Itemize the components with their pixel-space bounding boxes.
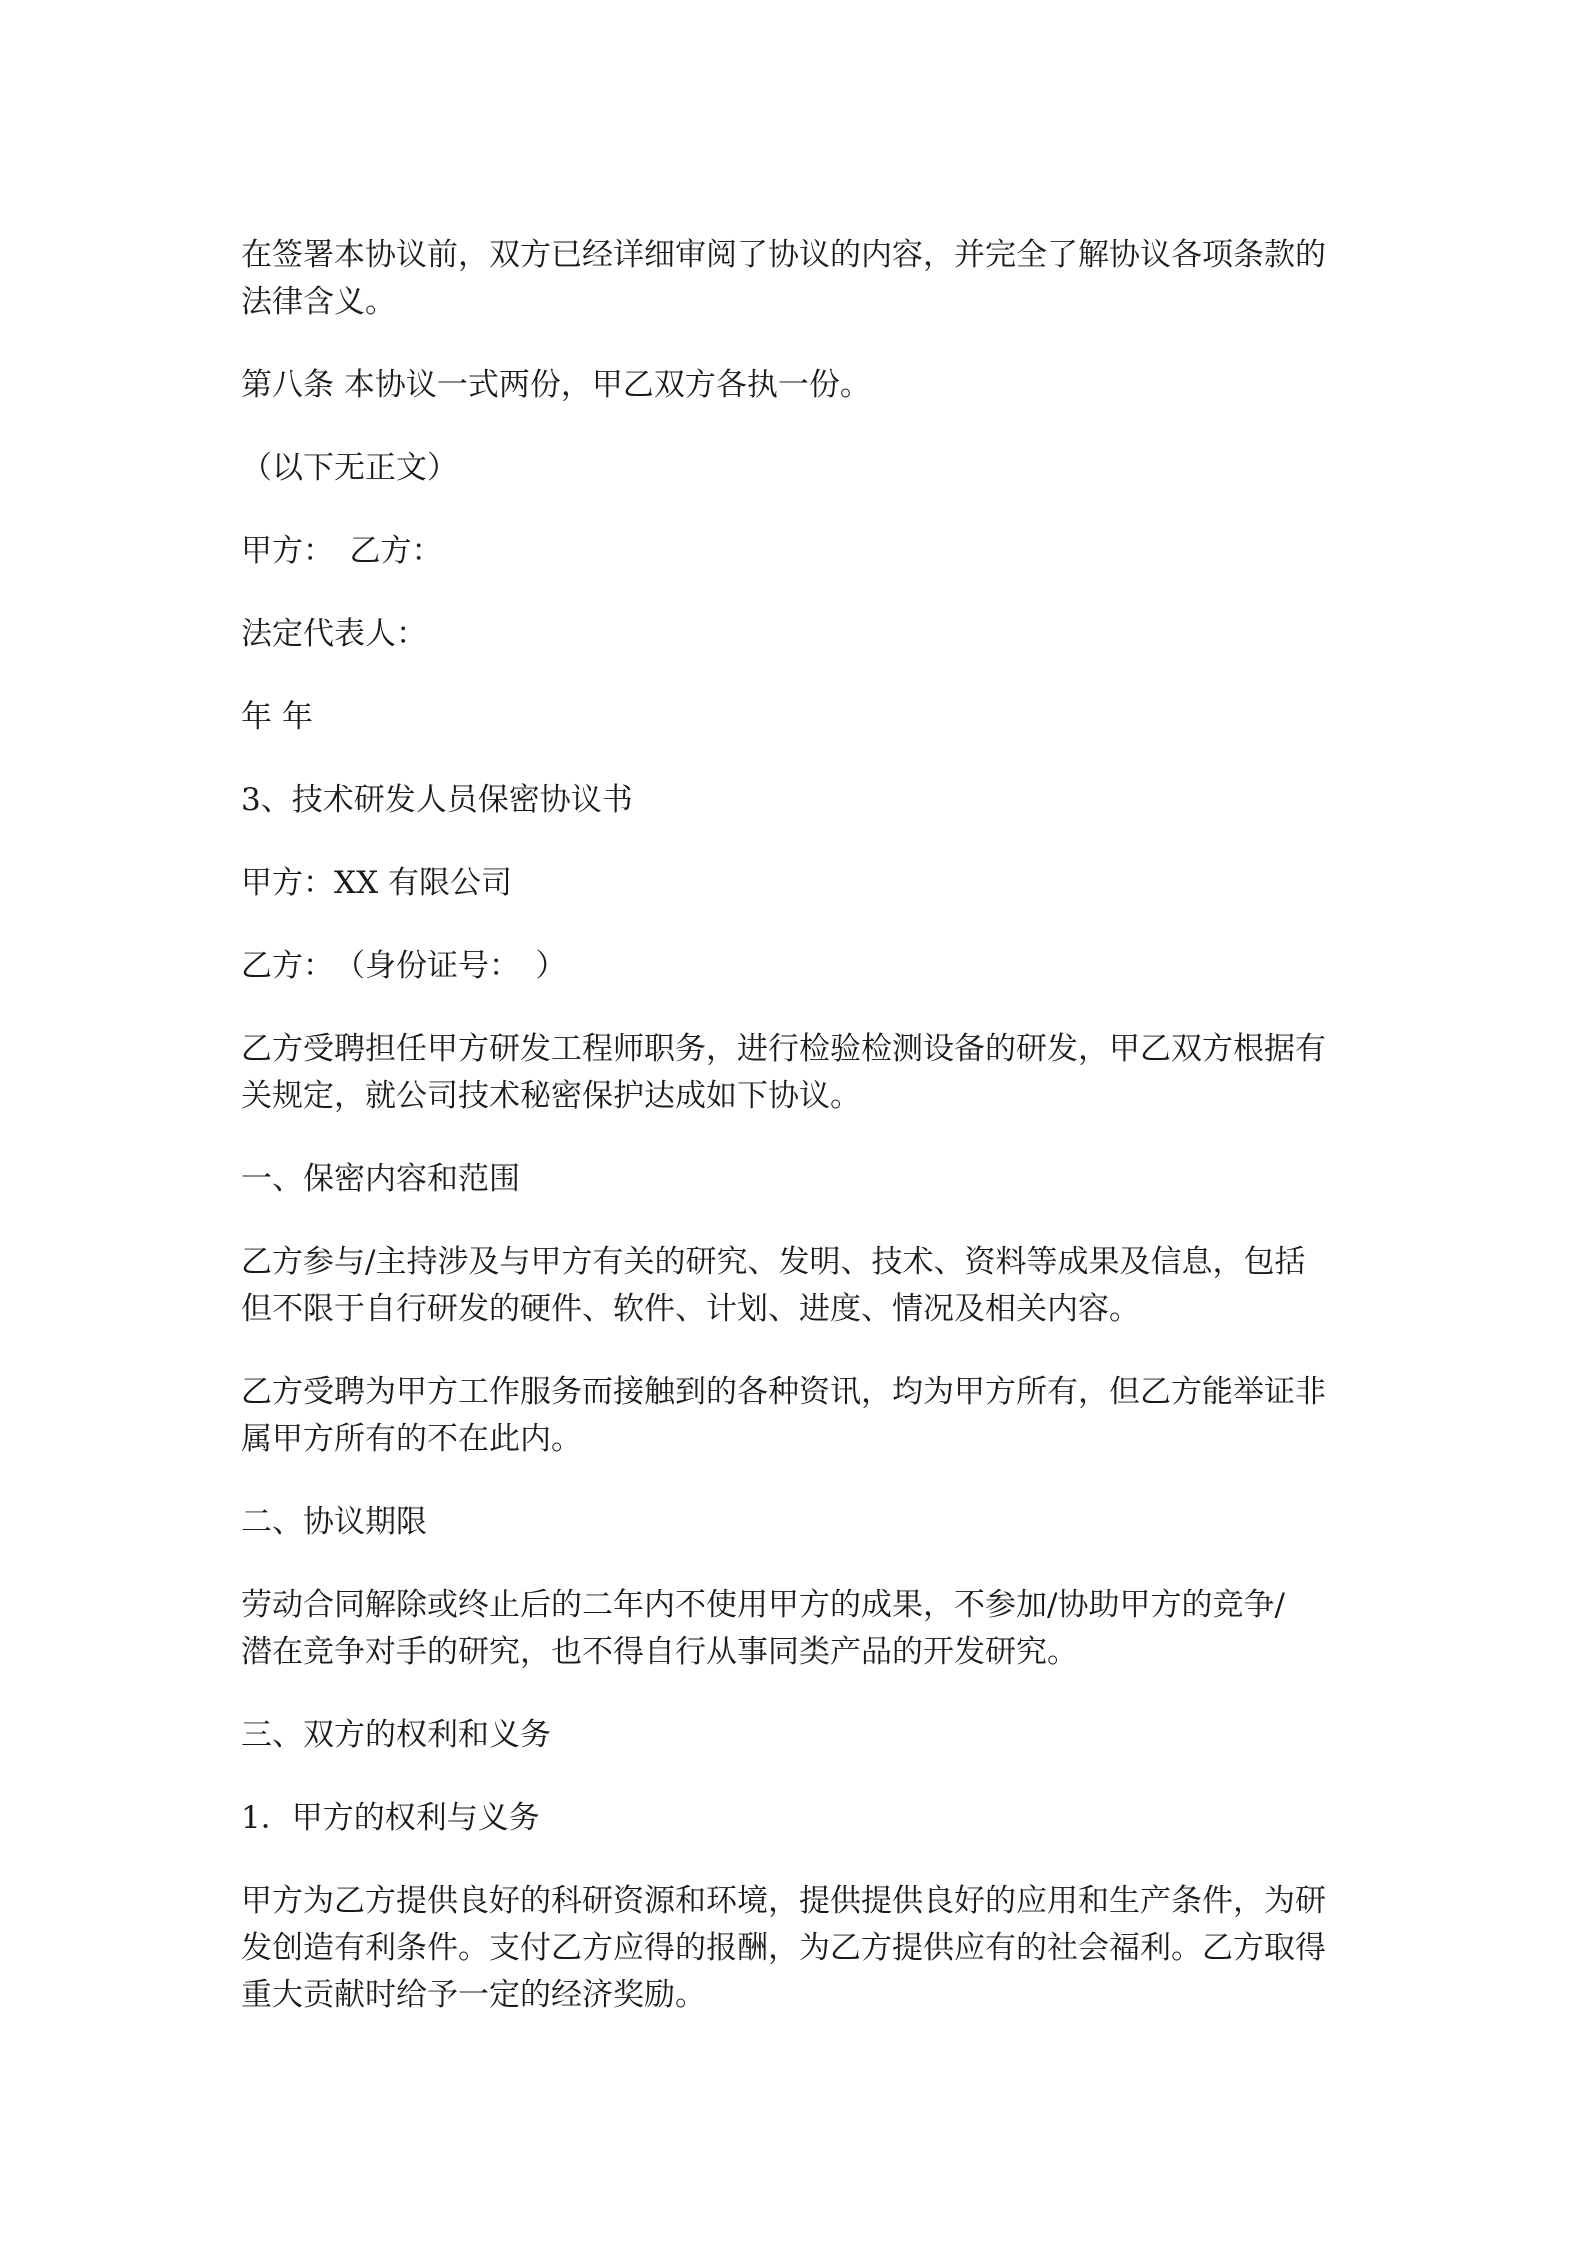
paragraph-preamble bbox=[241, 1026, 1361, 1120]
text-line: 法定代表人： bbox=[241, 616, 427, 652]
section-heading-term bbox=[241, 1499, 1361, 1546]
paragraph-date bbox=[241, 694, 1361, 741]
document-body bbox=[241, 232, 1361, 2055]
text-line: 甲方： 乙方： bbox=[241, 533, 443, 569]
text-line: 发创造有利条件。支付乙方应得的报酬，为乙方提供应有的社会福利。乙方取得 bbox=[241, 1930, 1326, 1966]
paragraph-legal-representative bbox=[241, 611, 1361, 658]
paragraph-scope-ownership bbox=[241, 1369, 1361, 1463]
text-line: 法律含义。 bbox=[241, 284, 396, 320]
paragraph-article-eight bbox=[241, 362, 1361, 409]
section-heading-agreement-title bbox=[241, 777, 1361, 824]
section-heading-scope bbox=[241, 1156, 1361, 1203]
paragraph-signing-notice bbox=[241, 232, 1361, 326]
text-line: 但不限于自行研发的硬件、软件、计划、进度、情况及相关内容。 bbox=[241, 1291, 1140, 1327]
text-line: 第八条 本协议一式两份，甲乙双方各执一份。 bbox=[241, 367, 871, 403]
text-line: 二、协议期限 bbox=[241, 1504, 427, 1540]
text-line: 属甲方所有的不在此内。 bbox=[241, 1421, 582, 1457]
paragraph-term-detail bbox=[241, 1582, 1361, 1676]
text-line: 年 年 bbox=[241, 699, 313, 735]
text-line: 一、保密内容和范围 bbox=[241, 1161, 520, 1197]
paragraph-scope-detail bbox=[241, 1239, 1361, 1333]
paragraph-party-a bbox=[241, 860, 1361, 907]
text-line: 乙方受聘担任甲方研发工程师职务，进行检验检测设备的研发，甲乙双方根据有 bbox=[241, 1031, 1326, 1067]
text-line: 3、技术研发人员保密协议书 bbox=[241, 782, 633, 818]
text-line: 三、双方的权利和义务 bbox=[241, 1717, 551, 1753]
text-line: 乙方参与/主持涉及与甲方有关的研究、发明、技术、资料等成果及信息，包括 bbox=[241, 1244, 1306, 1280]
paragraph-no-more-text bbox=[241, 445, 1361, 492]
text-line: 重大贡献时给予一定的经济奖励。 bbox=[241, 1977, 706, 2013]
paragraph-party-a-rights-detail bbox=[241, 1878, 1361, 2019]
paragraph-party-b bbox=[241, 943, 1361, 990]
text-line: 乙方： （身份证号： ） bbox=[241, 948, 567, 984]
text-line: 潜在竞争对手的研究，也不得自行从事同类产品的开发研究。 bbox=[241, 1634, 1078, 1670]
text-line: 甲方：XX 有限公司 bbox=[241, 865, 512, 901]
section-heading-rights-obligations bbox=[241, 1712, 1361, 1759]
text-line: 劳动合同解除或终止后的二年内不使用甲方的成果，不参加/协助甲方的竞争/ bbox=[241, 1587, 1285, 1623]
subsection-heading-party-a-rights bbox=[241, 1795, 1361, 1842]
text-line: 乙方受聘为甲方工作服务而接触到的各种资讯，均为甲方所有，但乙方能举证非 bbox=[241, 1374, 1326, 1410]
text-line: （以下无正文） bbox=[241, 450, 458, 486]
text-line: 1．甲方的权利与义务 bbox=[241, 1800, 540, 1836]
paragraph-parties-signature bbox=[241, 528, 1361, 575]
text-line: 关规定，就公司技术秘密保护达成如下协议。 bbox=[241, 1078, 861, 1114]
text-line: 在签署本协议前，双方已经详细审阅了协议的内容，并完全了解协议各项条款的 bbox=[241, 237, 1326, 273]
text-line: 甲方为乙方提供良好的科研资源和环境，提供提供良好的应用和生产条件，为研 bbox=[241, 1883, 1326, 1919]
